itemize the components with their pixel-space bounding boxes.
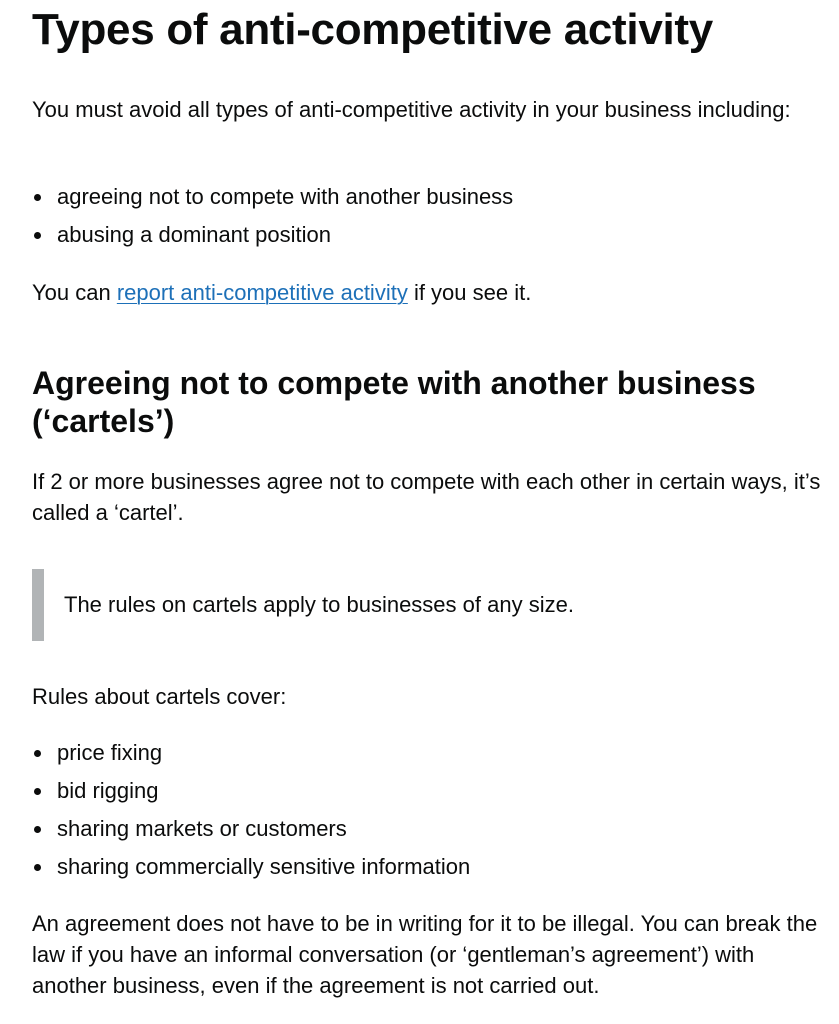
bullet-icon: [34, 864, 41, 871]
inset-text-box: [32, 569, 792, 641]
list-item: [32, 772, 470, 810]
list-item: [32, 178, 513, 216]
report-paragraph: [32, 277, 531, 308]
cartel-rules-list: [32, 734, 470, 886]
cartels-heading: Agreeing not to compete with another business (‘cartels’): [32, 365, 756, 439]
report-activity-link[interactable]: report anti-competitive activity: [116, 280, 408, 305]
bullet-icon: [34, 750, 41, 757]
list-item-text: price fixing: [57, 740, 163, 765]
bullet-icon: [34, 232, 41, 239]
list-item-text: sharing commercially sensitive information: [57, 854, 471, 879]
rules-intro-paragraph: Rules about cartels cover:: [32, 684, 287, 709]
cartels-intro-paragraph: If 2 or more businesses agree not to compete with each other in certain ways, it’s called a ‘cartel’.: [32, 469, 821, 525]
bullet-icon: [34, 788, 41, 795]
inset-text: The rules on cartels apply to businesses of any size.: [64, 592, 574, 617]
list-item: [32, 810, 470, 848]
list-item: [32, 734, 470, 772]
bullet-icon: [34, 194, 41, 201]
report-prefix: You can: [32, 280, 117, 305]
intro-paragraph: You must avoid all types of anti-competitive activity in your business including:: [32, 97, 791, 122]
activity-list: [32, 178, 513, 254]
page-title: Types of anti-competitive activity: [32, 5, 713, 54]
list-item-text: abusing a dominant position: [57, 222, 331, 247]
list-item: [32, 848, 470, 886]
list-item: [32, 216, 513, 254]
list-item-text: sharing markets or customers: [57, 816, 347, 841]
bullet-icon: [34, 826, 41, 833]
list-item-text: agreeing not to compete with another business: [57, 184, 514, 209]
report-suffix: if you see it.: [407, 280, 532, 305]
closing-paragraph: An agreement does not have to be in writing for it to be illegal. You can break the law if you have an informal conversation (or ‘gentleman’s agreement’) with another business, even if the agreement is not carried out.: [32, 911, 818, 998]
list-item-text: bid rigging: [57, 778, 159, 803]
